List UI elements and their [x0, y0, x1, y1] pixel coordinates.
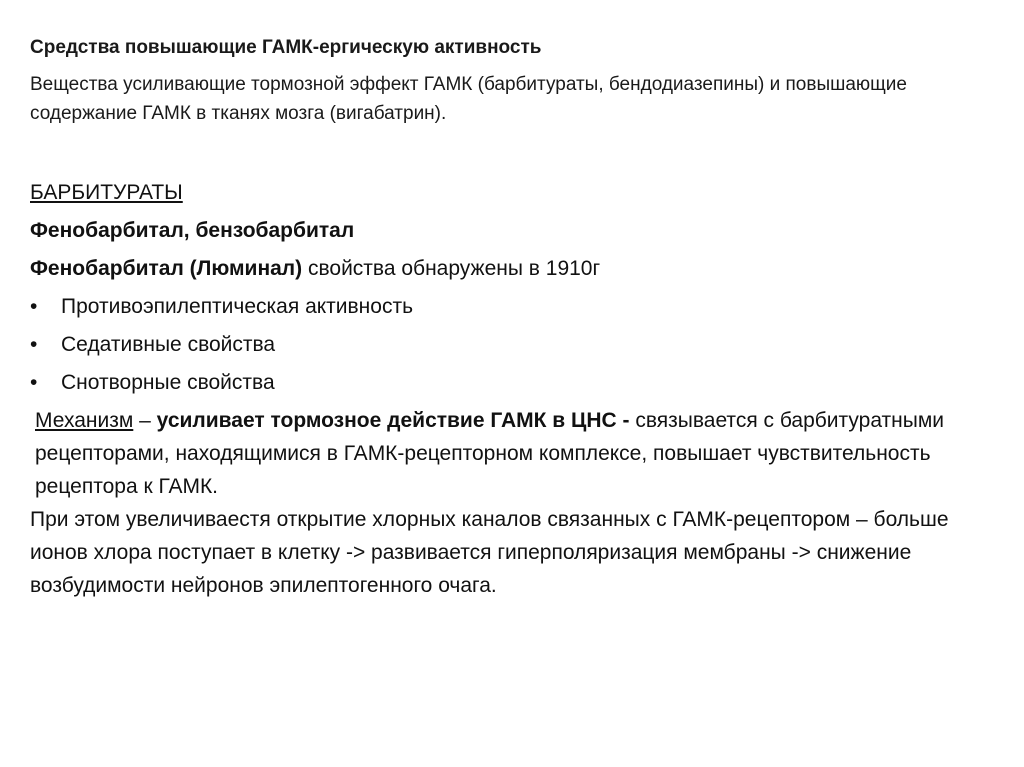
list-item	[30, 366, 990, 399]
slide-content	[30, 176, 990, 602]
discovery-text: свойства обнаружены в 1910г	[302, 257, 601, 280]
list-item	[30, 328, 990, 361]
mechanism-text: связывается с барбитуратными рецепторами, находящимися в ГАМК-рецепторном комплексе, повышает чувствительность рецептора к ГАМК.	[35, 409, 945, 498]
bullet-icon: •	[30, 333, 38, 356]
list-item	[30, 290, 990, 323]
discovery-line	[30, 252, 990, 285]
effect-paragraph: При этом увеличиваестя открытие хлорных каналов связанных с ГАМК-рецептором – больше ионов хлора поступает в клетку -> развивается гиперполяризация мембраны -> снижение возбудимости нейронов эпилептогенного очага.	[30, 508, 949, 597]
intro-text: Вещества усиливающие тормозной эффект ГАМК (барбитураты, бендодиазепины) и повышающие содержание ГАМК в тканях мозга (вигабатрин).	[30, 74, 907, 124]
list-item-text: Снотворные свойства	[61, 371, 275, 394]
drugs-line: Фенобарбитал, бензобарбитал	[30, 219, 355, 242]
section-title	[30, 176, 990, 209]
discovery-drug: Фенобарбитал (Люминал)	[30, 257, 303, 280]
section-title-text: БАРБИТУРАТЫ	[30, 181, 183, 204]
bullet-icon: •	[30, 371, 38, 394]
mechanism-dash: –	[133, 409, 157, 432]
bullet-icon: •	[30, 295, 38, 318]
slide-heading: Средства повышающие ГАМК-ергическую активность	[30, 37, 542, 58]
properties-list	[30, 290, 990, 399]
list-item-text: Седативные свойства	[61, 333, 276, 356]
list-item-text: Противоэпилептическая активность	[61, 295, 414, 318]
mechanism-paragraph	[30, 404, 990, 503]
mechanism-bold-text: усиливает тормозное действие ГАМК в ЦНС -	[156, 409, 630, 432]
mechanism-label: Механизм	[35, 409, 134, 432]
